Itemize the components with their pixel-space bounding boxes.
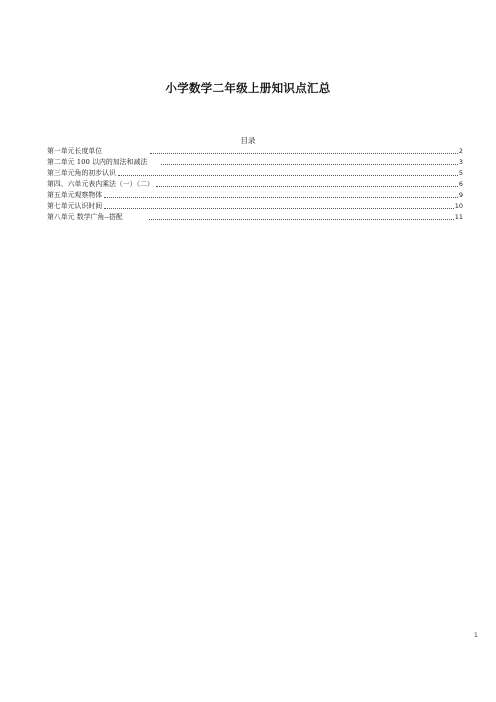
- toc-entry[interactable]: [47, 179, 463, 190]
- toc-entry[interactable]: [47, 201, 463, 212]
- toc-entry-label: 第五单元观察物体: [47, 191, 103, 199]
- toc-leader-dots: [149, 219, 454, 220]
- page-number: 1: [474, 632, 478, 639]
- toc-leader-dots: [150, 153, 458, 154]
- toc-entry-label: 第二单元 100 以内的加法和减法: [47, 158, 148, 166]
- toc-entry-page: 2: [458, 147, 463, 155]
- toc-leader-dots: [161, 164, 458, 165]
- toc-entry-label: 第三单元角的初步认识: [47, 169, 116, 177]
- toc-leader-dots: [104, 208, 454, 209]
- toc-entry-page: 10: [454, 202, 463, 210]
- toc-entry-label: 第七单元认识时间: [47, 202, 103, 210]
- toc-entry-label: 第四、六单元表内乘法（一）（二）: [47, 180, 154, 188]
- toc-entry-label: 第一单元长度单位: [47, 147, 103, 155]
- toc-entry[interactable]: [47, 212, 463, 223]
- toc-entry-page: 6: [458, 180, 463, 188]
- toc-entry[interactable]: [47, 168, 463, 179]
- toc-entry-label: 第八单元 数学广角--搭配: [47, 213, 123, 221]
- toc-entry[interactable]: [47, 146, 463, 157]
- toc-leader-dots: [118, 175, 458, 176]
- table-of-contents: [47, 146, 463, 223]
- document-title: 小学数学二年级上册知识点汇总: [165, 81, 331, 95]
- toc-leader-dots: [156, 186, 458, 187]
- toc-heading: 目录: [240, 136, 256, 145]
- toc-entry-page: 5: [458, 169, 463, 177]
- toc-entry[interactable]: [47, 157, 463, 168]
- toc-entry-page: 11: [454, 213, 463, 221]
- toc-leader-dots: [104, 197, 458, 198]
- toc-entry[interactable]: [47, 190, 463, 201]
- toc-entry-page: 3: [458, 158, 463, 166]
- toc-entry-page: 9: [458, 191, 463, 199]
